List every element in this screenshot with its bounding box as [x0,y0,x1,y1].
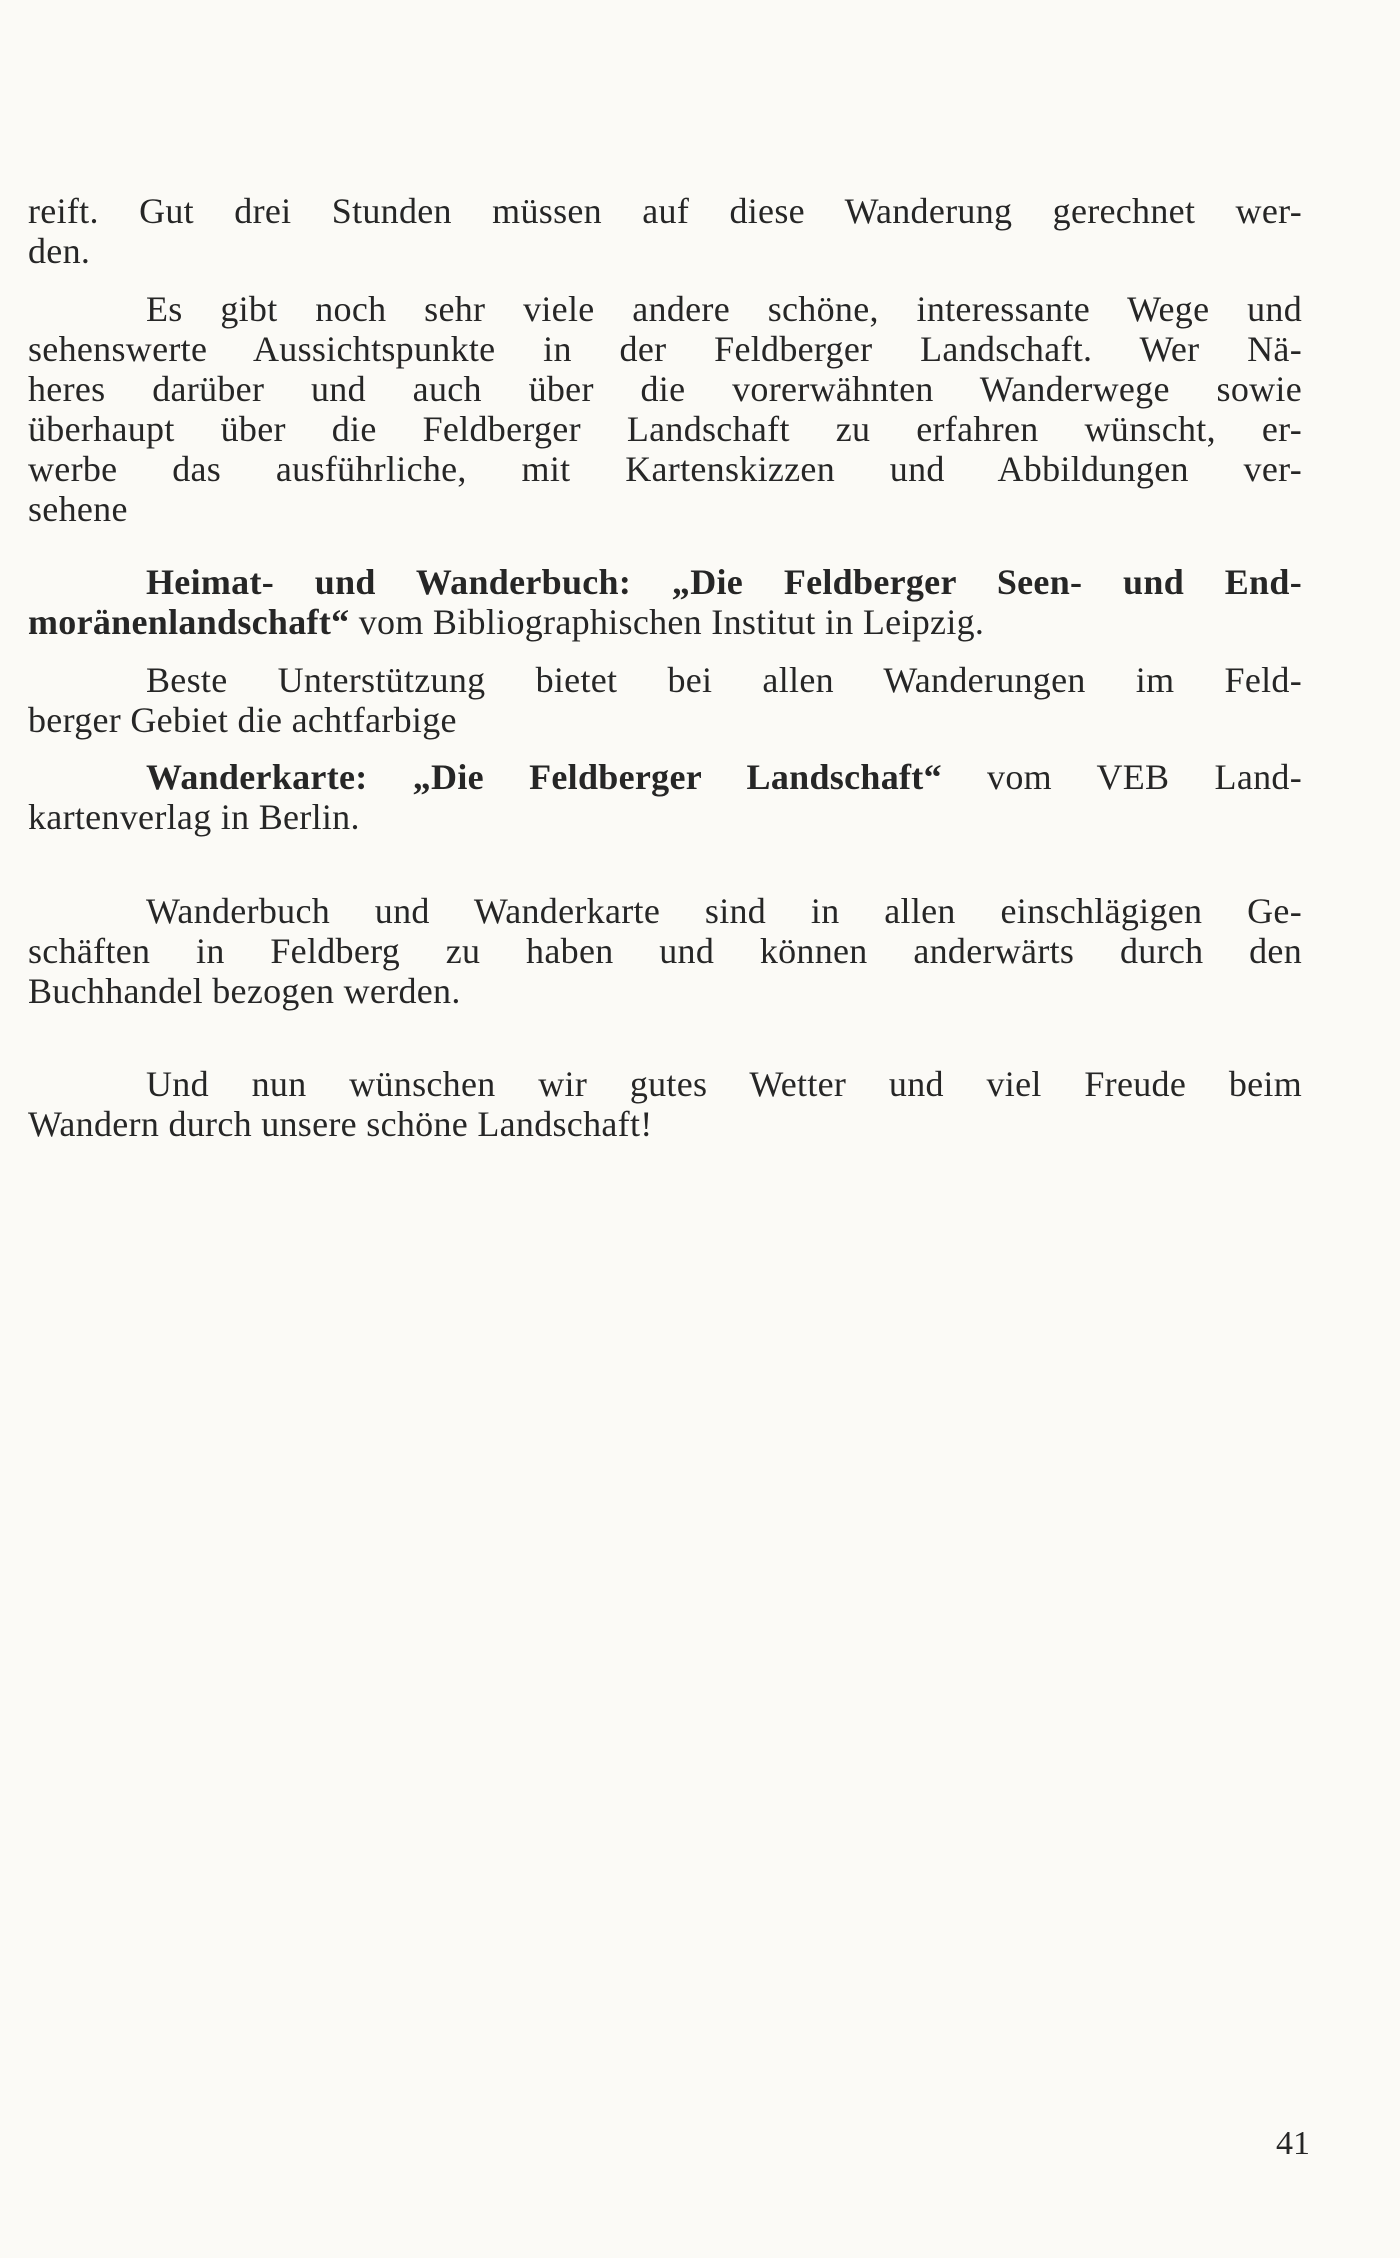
paragraph-map-title [28,757,1302,837]
text-line: werbe das ausführliche, mit Kartenskizzen und Abbildungen ver- [28,449,1302,489]
text-line: sehene [28,489,128,529]
text-line: sehenswerte Aussichtspunkte in der Feldberger Landschaft. Wer Nä- [28,329,1302,369]
text-line: schäften in Feldberg zu haben und können anderwärts durch den [28,931,1302,971]
text-line: heres darüber und auch über die vorerwähnten Wanderwege sowie [28,369,1302,409]
paragraph-support [28,660,1302,740]
book-title-part-1: Heimat- und Wanderbuch: „Die Feldberger Seen- und End- [146,562,1302,602]
text-line: reift. Gut drei Stunden müssen auf diese Wanderung gerechnet wer- [28,191,1302,231]
paragraph-closing [28,1064,1302,1144]
map-publisher-text: vom VEB Land- [941,757,1302,797]
text-line: Wandern durch unsere schöne Landschaft! [28,1104,653,1144]
text-line: kartenverlag in Berlin. [28,797,360,837]
text-line [28,602,1302,642]
text-line [28,757,1302,797]
paragraph-book-title [28,562,1302,642]
text-line: Wanderbuch und Wanderkarte sind in allen einschlägigen Ge- [146,891,1302,931]
text-line: überhaupt über die Feldberger Landschaft zu erfahren wünscht, er- [28,409,1302,449]
publisher-text: vom Bibliographischen Institut in Leipzig. [349,602,985,642]
text-line: Beste Unterstützung bietet bei allen Wanderungen im Feld- [146,660,1302,700]
text-line [28,562,1302,602]
text-line: Und nun wünschen wir gutes Wetter und viel Freude beim [146,1064,1302,1104]
text-line: den. [28,231,91,271]
paragraph-other-paths [28,289,1302,529]
map-title: Wanderkarte: „Die Feldberger Landschaft“ [146,757,942,797]
page-number: 41 [1276,2125,1310,2162]
text-line: berger Gebiet die achtfarbige [28,700,457,740]
book-title-part-2: moränenlandschaft“ [28,602,350,642]
paragraph-availability [28,891,1302,1011]
paragraph-continuation [28,191,1302,271]
text-line: Es gibt noch sehr viele andere schöne, interessante Wege und [146,289,1302,329]
text-line: Buchhandel bezogen werden. [28,971,461,1011]
